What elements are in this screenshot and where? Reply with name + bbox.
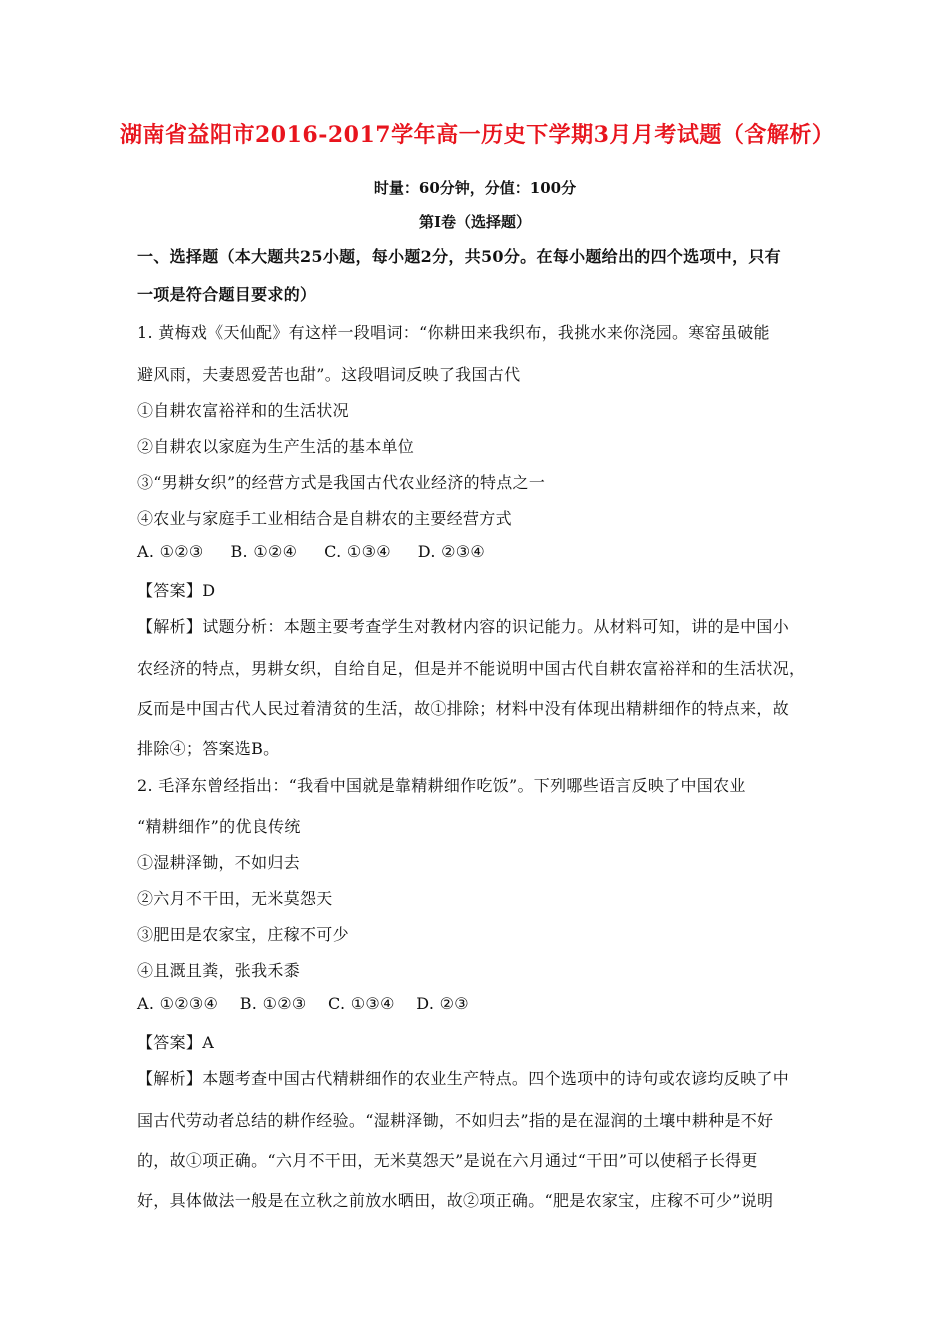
time-score: 时量：60分钟，分值：100分 [373, 179, 577, 197]
q1-stem-line2: 避风雨，夫妻恩爱苦也甜”。这段唱词反映了我国古代 [137, 365, 521, 384]
q2-explanation-line3: 的，故①项正确。“六月不干田，无米莫怨天”是说在六月通过“干田”可以使稻子长得更 [137, 1151, 758, 1170]
q1-explanation-line4: 排除④；答案选B。 [137, 739, 280, 758]
q2-explanation-line2: 国古代劳动者总结的耕作经验。“湿耕泽锄，不如归去”指的是在湿润的土壤中耕种是不好 [137, 1111, 774, 1130]
q1-answer: 【答案】D [137, 581, 216, 600]
q1-explanation-line2: 农经济的特点，男耕女织，自给自足，但是并不能说明中国古代自耕农富裕祥和的生活状况， [137, 659, 806, 678]
q2-option-1: ①湿耕泽锄，不如归去 [137, 853, 301, 872]
q1-stem-line1: 1. 黄梅戏《天仙配》有这样一段唱词：“你耕田来我织布，我挑水来你浇园。寒窑虽破能 [137, 323, 770, 342]
q1-option-3: ③“男耕女织”的经营方式是我国古代农业经济的特点之一 [137, 473, 546, 492]
q2-option-2: ②六月不干田，无米莫怨天 [137, 889, 333, 908]
q2-choices: A. ①②③④ B. ①②③ C. ①③④ D. ②③ [137, 994, 469, 1013]
q1-option-2: ②自耕农以家庭为生产生活的基本单位 [137, 437, 415, 456]
q2-stem-line2: “精耕细作”的优良传统 [137, 817, 301, 836]
section-heading-line1: 一、选择题（本大题共25小题，每小题2分，共50分。在每小题给出的四个选项中，只有 [137, 247, 781, 266]
q2-stem-line1: 2. 毛泽东曾经指出：“我看中国就是靠精耕细作吃饭”。下列哪些语言反映了中国农业 [137, 776, 746, 795]
section-heading-line2: 一项是符合题目要求的） [137, 285, 317, 304]
q1-option-1: ①自耕农富裕祥和的生活状况 [137, 401, 349, 420]
q1-choices: A. ①②③ B. ①②④ C. ①③④ D. ②③④ [137, 542, 486, 561]
document-title: 湖南省益阳市2016-2017学年高一历史下学期3月月考试题（含解析） [120, 122, 835, 148]
q2-answer: 【答案】A [137, 1033, 215, 1052]
q2-option-4: ④且溉且粪，张我禾黍 [137, 961, 301, 980]
q2-option-3: ③肥田是农家宝，庄稼不可少 [137, 925, 349, 944]
q2-explanation-line4: 好，具体做法一般是在立秋之前放水晒田，故②项正确。“肥是农家宝，庄稼不可少”说明 [137, 1191, 774, 1210]
q1-option-4: ④农业与家庭手工业相结合是自耕农的主要经营方式 [137, 509, 512, 528]
part-heading: 第Ⅰ卷（选择题） [418, 213, 532, 231]
q2-explanation-line1: 【解析】本题考查中国古代精耕细作的农业生产特点。四个选项中的诗句或农谚均反映了中 [137, 1069, 790, 1088]
q1-explanation-line1: 【解析】试题分析：本题主要考查学生对教材内容的识记能力。从材料可知，讲的是中国小 [137, 617, 790, 636]
q1-explanation-line3: 反而是中国古代人民过着清贫的生活，故①排除；材料中没有体现出精耕细作的特点来，故 [137, 699, 790, 718]
